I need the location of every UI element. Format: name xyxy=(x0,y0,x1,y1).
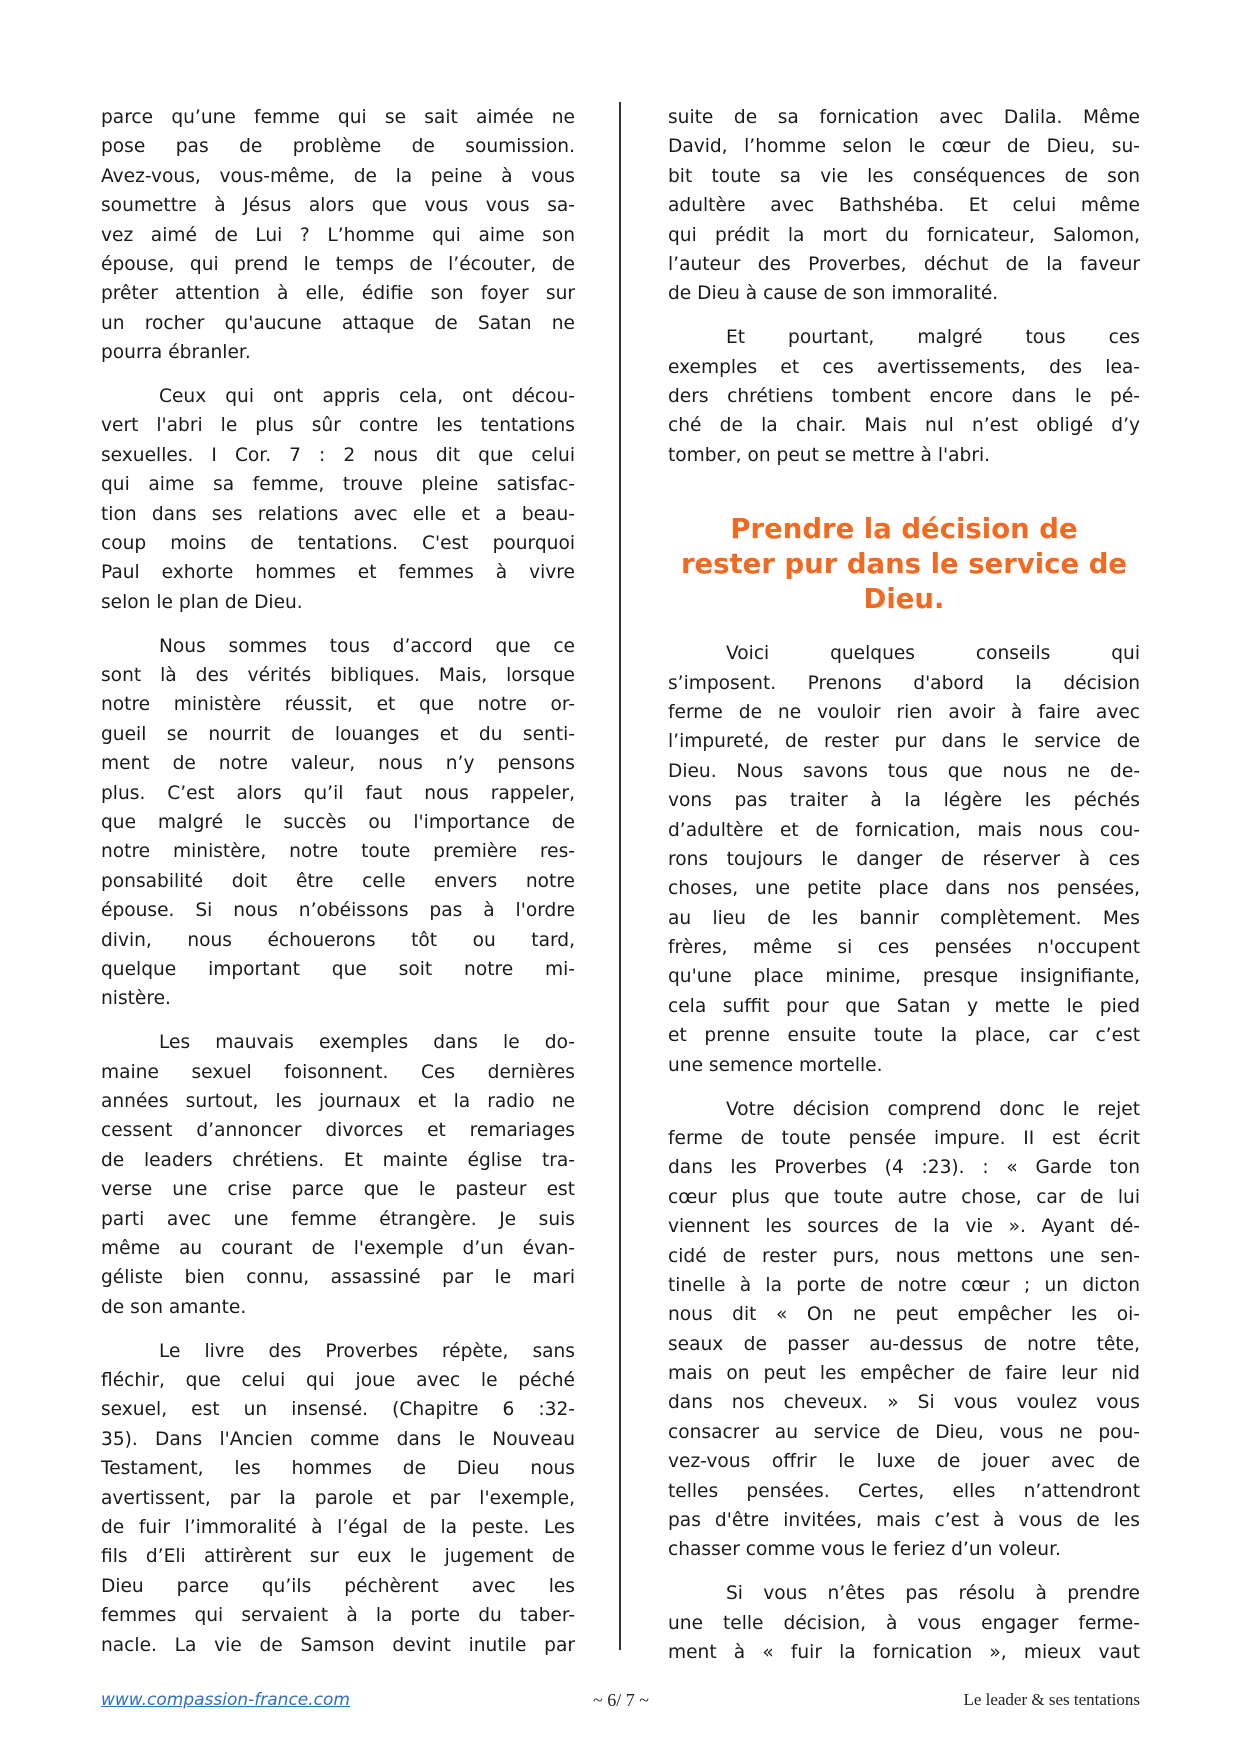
text-line: tomber, on peut se mettre à l'abri. xyxy=(668,444,991,466)
text-line: Dieu. Nous savons tous que nous ne de- xyxy=(668,760,1140,782)
text-line: nistère. xyxy=(101,988,171,1010)
text-line: vons pas traiter à la légère les péchés xyxy=(668,790,1140,812)
text-line: parce qu’une femme qui se sait aimée ne xyxy=(101,107,575,128)
text-line: cessent d’annoncer divorces et remariages xyxy=(101,1120,575,1142)
paragraph xyxy=(101,1028,575,1322)
text-line: suite de sa fornication avec Dalila. Même xyxy=(668,107,1140,128)
text-line: notre ministère réussit, et que notre or- xyxy=(101,694,575,716)
text-line: tion dans ses relations avec elle et a beau- xyxy=(101,503,575,525)
text-line: qui aime sa femme, trouve pleine satisfac- xyxy=(101,474,575,496)
text-line: vez aimé de Lui ? L’homme qui aime son xyxy=(101,224,575,246)
right-column-intro xyxy=(668,103,1140,470)
text-line: divin, nous échouerons tôt ou tard, xyxy=(101,929,575,951)
text-line: dans nos cheveux. » Si vous voulez vous xyxy=(668,1392,1140,1414)
text-line: cidé de rester purs, nous mettons une sen- xyxy=(668,1245,1140,1267)
text-line: seaux de passer au-dessus de notre tête, xyxy=(668,1333,1140,1355)
text-line: vert l'abri le plus sûr contre les tentations xyxy=(101,415,575,437)
text-line: viennent les sources de la vie ». Ayant dé- xyxy=(668,1216,1140,1238)
text-line: ferme de ne vouloir rien avoir à faire avec xyxy=(668,701,1140,723)
text-line: gueil se nourrit de louanges et du senti- xyxy=(101,723,575,745)
text-line: parti avec une femme étrangère. Je suis xyxy=(101,1208,575,1230)
text-line: Avez-vous, vous-même, de la peine à vous xyxy=(101,165,575,187)
text-line: même au courant de l'exemple d’un évan- xyxy=(101,1237,575,1259)
text-line: une telle décision, à vous engager ferme- xyxy=(668,1612,1140,1634)
text-line: pose pas de problème de soumission. xyxy=(101,136,575,158)
text-line: ment à « fuir la fornication », mieux vaut xyxy=(668,1642,1140,1664)
section-heading-line: Prendre la décision de xyxy=(730,513,1078,546)
text-line: ché de la chair. Mais nul n’est obligé d’y xyxy=(668,415,1140,437)
text-line: nous dit « On ne peut empêcher les oi- xyxy=(668,1304,1140,1326)
text-line: ment de notre valeur, nous n’y pensons xyxy=(101,753,575,775)
text-line: 35). Dans l'Ancien comme dans le Nouveau xyxy=(101,1428,575,1450)
text-line: pourra ébranler. xyxy=(101,342,251,364)
text-line: Les mauvais exemples dans le do- xyxy=(159,1032,575,1054)
text-line: ponsabilité doit être celle envers notre xyxy=(101,870,575,892)
text-line: dans les Proverbes (4 :23). : « Garde ton xyxy=(668,1157,1140,1179)
text-line: de Dieu à cause de son immoralité. xyxy=(668,283,999,305)
text-line: cœur plus que toute autre chose, car de lui xyxy=(668,1186,1140,1208)
text-line: Et pourtant, malgré tous ces xyxy=(726,327,1140,349)
text-line: adultère avec Bathshéba. Et celui même xyxy=(668,195,1140,217)
document-title: Le leader & ses tentations xyxy=(963,1690,1140,1709)
text-line: épouse, qui prend le temps de l’écouter, de xyxy=(101,253,575,275)
text-line: sont là des vérités bibliques. Mais, lorsque xyxy=(101,665,575,687)
text-line: ferme de toute pensée impure. II est écrit xyxy=(668,1127,1140,1149)
text-line: épouse. Si nous n’obéissons pas à l'ordre xyxy=(101,900,575,922)
text-line: bit toute sa vie les conséquences de son xyxy=(668,165,1140,187)
section-heading-line: rester pur dans le service de xyxy=(680,548,1128,581)
left-column xyxy=(101,103,575,1674)
paragraph xyxy=(668,1579,1140,1667)
text-line: de leaders chrétiens. Et mainte église tra- xyxy=(101,1149,575,1171)
website-link[interactable]: www.compassion-france.com xyxy=(101,1690,350,1710)
text-line: que malgré le succès ou l'importance de xyxy=(101,811,575,833)
text-line: sexuel, est un insensé. (Chapitre 6 :32- xyxy=(101,1399,575,1421)
text-line: femmes qui servaient à la porte du taber- xyxy=(101,1605,575,1627)
text-line: choses, une petite place dans nos pensées, xyxy=(668,878,1140,900)
text-line: l’impureté, de rester pur dans le service de xyxy=(668,731,1140,753)
text-line: Si vous n’êtes pas résolu à prendre xyxy=(726,1583,1140,1605)
text-line: géliste bien connu, assassiné par le mari xyxy=(101,1267,575,1289)
paragraph xyxy=(101,103,575,368)
page-footer xyxy=(101,1688,1140,1716)
paragraph xyxy=(101,1337,575,1660)
text-line: coup moins de tentations. C'est pourquoi xyxy=(101,532,575,554)
text-line: tinelle à la porte de notre cœur ; un dicton xyxy=(668,1274,1140,1296)
text-line: sexuelles. I Cor. 7 : 2 nous dit que celui xyxy=(101,444,575,466)
text-line: quelque important que soit notre mi- xyxy=(101,958,575,980)
paragraph xyxy=(668,1095,1140,1565)
text-line: maine sexuel foisonnent. Ces dernières xyxy=(101,1061,575,1083)
paragraph xyxy=(668,323,1140,470)
text-line: telles pensées. Certes, elles n’attendront xyxy=(668,1480,1140,1502)
section-heading xyxy=(668,512,1140,617)
paragraph xyxy=(101,632,575,1014)
text-line: s’imposent. Prenons d'abord la décision xyxy=(668,672,1140,694)
text-line: de son amante. xyxy=(101,1296,247,1318)
text-line: avertissent, par la parole et par l'exemple, xyxy=(101,1487,575,1509)
text-line: ders chrétiens tombent encore dans le pé- xyxy=(668,386,1140,408)
text-line: Ceux qui ont appris cela, ont décou- xyxy=(159,386,575,408)
text-line: Paul exhorte hommes et femmes à vivre xyxy=(101,562,575,584)
text-line: prêter attention à elle, édifie son foyer sur xyxy=(101,283,575,305)
column-divider xyxy=(619,102,621,1650)
text-line: rons toujours le danger de réserver à ces xyxy=(668,848,1140,870)
text-line: fléchir, que celui qui joue avec le péché xyxy=(101,1370,575,1392)
text-line: consacrer au service de Dieu, vous ne pou- xyxy=(668,1421,1140,1443)
text-line: et prenne ensuite toute la place, car c’est xyxy=(668,1025,1140,1047)
text-line: fils d’Eli attirèrent sur eux le jugement de xyxy=(101,1546,575,1568)
text-line: pas d'être invitées, mais c’est à vous de les xyxy=(668,1510,1140,1532)
text-line: notre ministère, notre toute première res- xyxy=(101,841,575,863)
text-line: nacle. La vie de Samson devint inutile par xyxy=(101,1634,575,1656)
text-line: une semence mortelle. xyxy=(668,1054,883,1076)
text-line: l’auteur des Proverbes, déchut de la faveur xyxy=(668,253,1140,275)
section-heading-line: Dieu. xyxy=(863,583,945,616)
text-line: plus. C’est alors qu’il faut nous rappeler, xyxy=(101,782,575,804)
text-line: un rocher qu'aucune attaque de Satan ne xyxy=(101,312,575,334)
text-line: de fuir l’immoralité à l’égal de la peste. Les xyxy=(101,1516,575,1538)
text-line: cela suffit pour que Satan y mette le pied xyxy=(668,995,1140,1017)
right-column xyxy=(668,103,1140,1682)
text-line: soumettre à Jésus alors que vous vous sa- xyxy=(101,195,575,217)
text-line: Nous sommes tous d’accord que ce xyxy=(159,635,575,657)
paragraph xyxy=(101,382,575,617)
text-line: Testament, les hommes de Dieu nous xyxy=(101,1458,575,1480)
text-line: Voici quelques conseils qui xyxy=(726,643,1140,665)
right-column-body xyxy=(668,639,1140,1667)
text-line: au lieu de les bannir complètement. Mes xyxy=(668,907,1140,929)
text-line: Votre décision comprend donc le rejet xyxy=(726,1098,1140,1120)
text-line: années surtout, les journaux et la radio ne xyxy=(101,1091,575,1112)
text-line: d’adultère et de fornication, mais nous cou- xyxy=(668,819,1140,841)
text-line: Le livre des Proverbes répète, sans xyxy=(159,1340,575,1362)
text-line: selon le plan de Dieu. xyxy=(101,591,303,613)
text-line: David, l’homme selon le cœur de Dieu, su- xyxy=(668,136,1140,158)
text-line: verse une crise parce que le pasteur est xyxy=(101,1179,575,1201)
text-line: exemples et ces avertissements, des lea- xyxy=(668,356,1140,378)
text-line: qui prédit la mort du fornicateur, Salomon, xyxy=(668,224,1140,246)
paragraph xyxy=(668,103,1140,309)
text-line: qu'une place minime, presque insignifiante, xyxy=(668,966,1140,988)
text-line: Dieu parce qu’ils péchèrent avec les xyxy=(101,1575,575,1597)
text-line: vez-vous offrir le luxe de jouer avec de xyxy=(668,1451,1140,1473)
text-line: chasser comme vous le feriez d’un voleur. xyxy=(668,1539,1061,1561)
page-number: ~ 6/ 7 ~ xyxy=(593,1690,649,1710)
paragraph xyxy=(668,639,1140,1080)
text-line: mais on peut les empêcher de faire leur nid xyxy=(668,1363,1140,1385)
text-line: frères, même si ces pensées n'occupent xyxy=(668,937,1140,959)
